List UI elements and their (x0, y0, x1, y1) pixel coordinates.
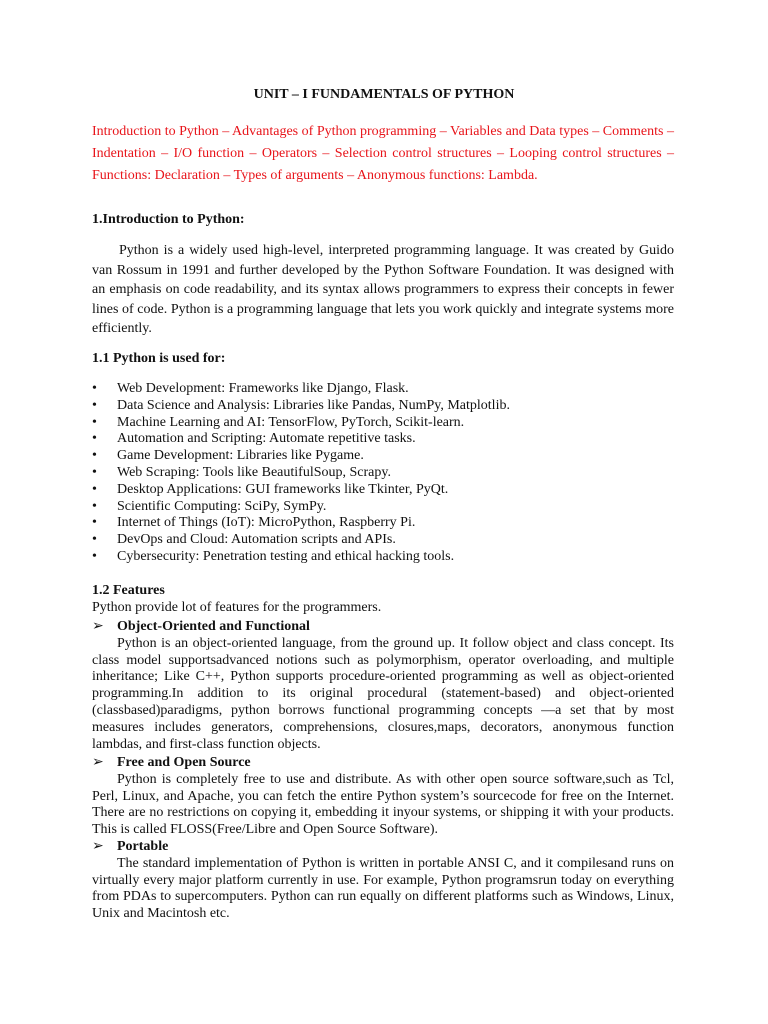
list-item: • DevOps and Cloud: Automation scripts and APIs. (92, 532, 396, 548)
bullet-icon: • (92, 431, 97, 447)
arrow-bullet-icon: ➢ (92, 755, 104, 770)
section-1-heading: 1.Introduction to Python: (92, 212, 245, 227)
page-title: UNIT – I FUNDAMENTALS OF PYTHON (253, 87, 515, 102)
bullet-icon: • (92, 414, 97, 430)
bullet-icon: • (92, 448, 97, 464)
feature-object-oriented (92, 619, 674, 753)
bullet-icon: • (92, 498, 97, 514)
feature-heading: ➢ Object-Oriented and Functional (92, 619, 310, 634)
feature-text: Python is an object-oriented language, from the ground up. It follow object and class concept. Its class model supportsadvanced notions such as polymorphism, operator overloading, and multiple inheritance; Like C++, Python supports procedure-oriented programming as well as object-oriented programming.In addition to its original procedural (statement-based) and object-oriented (classbased)paradigms, python borrows functional programming concepts —a set that by most measures includes generators, comprehensions, closures,maps, decorators, anonymous function lambdas, and first-class function objects. (92, 635, 674, 752)
list-item: • Game Development: Libraries like Pygame. (92, 448, 364, 464)
bullet-icon: • (92, 548, 97, 564)
feature-text: Python is completely free to use and distribute. As with other open source software,such as Tcl, Perl, Linux, and Apache, you can fetch the entire Python system’s sourcecode for free on the Internet. There are no restrictions on copying it, embedding it inyour systems, or shipping it with your products. This is called FLOSS(Free/Libre and Open Source Software). (92, 771, 674, 838)
feature-free-open-source (92, 755, 674, 839)
feature-text: The standard implementation of Python is written in portable ANSI C, and it compilesand runs on virtually every major platform currently in use. For example, Python programsrun today on everything from PDAs to supercomputers. Python can run equally on different platforms such as Windows, Linux, Unix and Macintosh etc. (92, 855, 674, 922)
uses-list (92, 381, 652, 566)
section-1-1-heading: 1.1 Python is used for: (92, 351, 226, 366)
section-1-2-heading: 1.2 Features (92, 583, 165, 598)
list-item: • Desktop Applications: GUI frameworks like Tkinter, PyQt. (92, 481, 449, 497)
list-item: • Data Science and Analysis: Libraries like Pandas, NumPy, Matplotlib. (92, 397, 510, 413)
feature-portable (92, 839, 674, 923)
list-item: • Automation and Scripting: Automate repetitive tasks. (92, 431, 416, 447)
section-1-paragraph: Python is a widely used high-level, interpreted programming language. It was created by Guido van Rossum in 1991 and further developed by the Python Software Foundation. It was designed with an emphasis on code readability, and its syntax allows programmers to express their concepts in fewer lines of code. Python is a programming language that lets you work quickly and integrate systems more efficiently. (92, 243, 674, 336)
feature-heading: ➢ Free and Open Source (92, 755, 251, 770)
list-item: • Web Development: Frameworks like Django, Flask. (92, 381, 409, 396)
bullet-icon: • (92, 381, 97, 396)
list-item: • Web Scraping: Tools like BeautifulSoup, Scrapy. (92, 464, 391, 480)
bullet-icon: • (92, 464, 97, 480)
unit-topics-summary: Introduction to Python – Advantages of Python programming – Variables and Data types – Comments – Indentation – I/O function – Operators – Selection control structures – Looping control structures – Functions: Declaration – Types of arguments – Anonymous functions: Lambda. (92, 124, 674, 183)
arrow-bullet-icon: ➢ (92, 619, 104, 634)
bullet-icon: • (92, 397, 97, 413)
list-item: • Cybersecurity: Penetration testing and ethical hacking tools. (92, 548, 455, 564)
feature-heading: ➢ Portable (92, 839, 169, 854)
list-item: • Machine Learning and AI: TensorFlow, PyTorch, Scikit-learn. (92, 414, 465, 430)
arrow-bullet-icon: ➢ (92, 839, 104, 854)
bullet-icon: • (92, 515, 97, 531)
section-1-2-intro: Python provide lot of features for the programmers. (92, 600, 382, 615)
bullet-icon: • (92, 481, 97, 497)
list-item: • Internet of Things (IoT): MicroPython, Raspberry Pi. (92, 515, 416, 531)
bullet-icon: • (92, 532, 97, 548)
list-item: • Scientific Computing: SciPy, SymPy. (92, 498, 327, 514)
